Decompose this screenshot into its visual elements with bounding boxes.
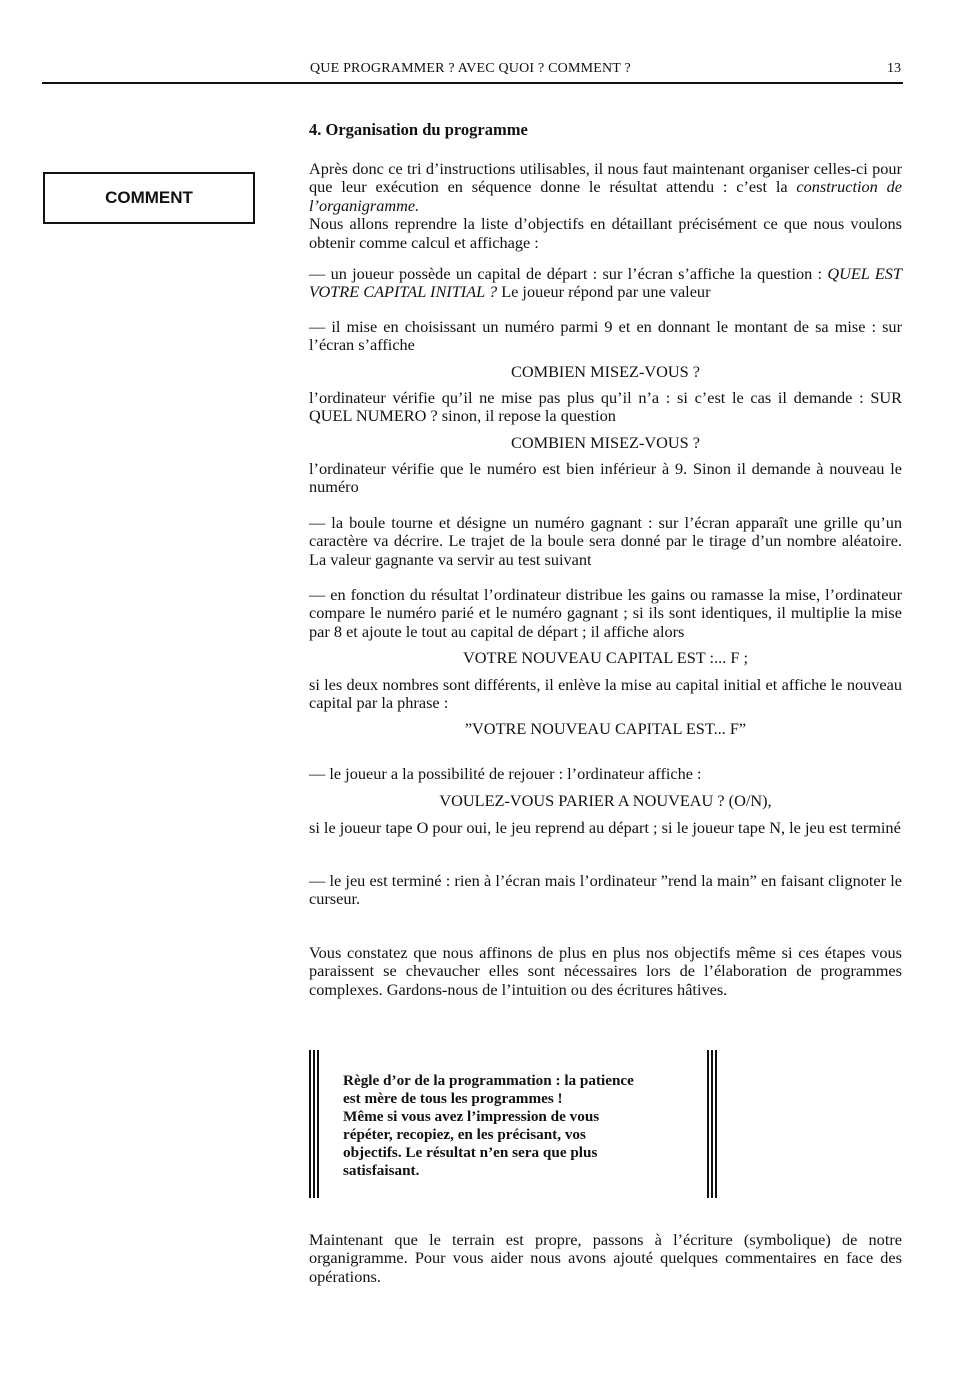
rejouer-prompt: VOULEZ-VOUS PARIER A NOUVEAU ? (O/N), <box>439 791 772 810</box>
intro-block <box>309 160 902 252</box>
item-rejouer <box>309 765 902 783</box>
fin-paragraph: — le jeu est terminé : rien à l’écran mais l’ordinateur ”rend la main” en faisant clignoter le curseur. <box>309 871 902 909</box>
page-number: 13 <box>887 61 901 76</box>
nouveau-capital-2-block <box>309 720 902 738</box>
rule-line: Même si vous avez l’impression de vous <box>343 1108 600 1125</box>
header-title: QUE PROGRAMMER ? AVEC QUOI ? COMMENT ? <box>310 61 631 76</box>
nouveau-capital-block <box>309 649 902 667</box>
boule-paragraph: — la boule tourne et désigne un numéro gagnant : sur l’écran apparaît une grille qu’un caractère va décrire. Le trajet de la boule sera donné par le tirage d’un nombre aléatoire. La valeur gagnante va servir au test suivant <box>309 513 902 569</box>
item-mise <box>309 318 902 355</box>
reponse-block <box>309 819 902 837</box>
intro-paragraph-2: Nous allons reprendre la liste d’objectifs en détaillant précisément ce que nous voulons obtenir comme calcul et affichage : <box>309 214 902 252</box>
differents-block <box>309 676 902 713</box>
check-mise-paragraph: l’ordinateur vérifie qu’il ne mise pas plus qu’il n’a : si c’est le cas il demande : SUR QUEL NUMERO ? sinon, il repose la question <box>309 388 902 426</box>
rule-box-left-bars <box>309 1050 319 1198</box>
differents-paragraph: si les deux nombres sont différents, il enlève la mise au capital initial et affiche le nouveau capital par la phrase : <box>309 675 902 713</box>
rejouer-paragraph: — le joueur a la possibilité de rejouer : l’ordinateur affiche : <box>309 764 702 783</box>
mise-prompt-2: COMBIEN MISEZ-VOUS ? <box>510 433 701 452</box>
item-capital <box>309 265 902 302</box>
margin-label: COMMENT <box>105 188 193 207</box>
conclusion-paragraph: Vous constatez que nous affinons de plus en plus nos objectifs même si ces étapes vous paraissent se chevaucher elles sont nécessaires lors de l’élaboration de programmes complexes. Gardons-nous de l’intuition ou des écritures hâtives. <box>309 943 902 999</box>
closing-block <box>309 1231 902 1286</box>
item-boule <box>309 514 902 569</box>
running-header <box>42 58 903 84</box>
golden-rule-text <box>343 1072 693 1180</box>
item-fin <box>309 872 902 909</box>
rule-line: satisfaisant. <box>343 1162 420 1179</box>
nouveau-capital-phrase: ”VOTRE NOUVEAU CAPITAL EST... F” <box>464 719 747 738</box>
mise-prompt: COMBIEN MISEZ-VOUS ? <box>510 362 701 381</box>
mise-prompt-2-block <box>309 434 902 452</box>
golden-rule-box <box>309 1050 719 1198</box>
item-gains <box>309 586 902 641</box>
mise-paragraph: — il mise en choisissant un numéro parmi 9 et en donnant le montant de sa mise : sur l’écran s’affiche <box>309 317 902 355</box>
reponse-paragraph: si le joueur tape O pour oui, le jeu reprend au départ ; si le joueur tape N, le jeu est terminé <box>309 818 901 837</box>
intro-italic: construction de l’organigramme. <box>309 177 902 215</box>
capital-question: QUEL EST VOTRE CAPITAL INITIAL ? <box>309 264 902 302</box>
rule-line: Règle d’or de la programmation : la patience <box>343 1072 634 1089</box>
capital-text: — un joueur possède un capital de départ : sur l’écran s’affiche la question : <box>309 264 823 283</box>
check-numero-block <box>309 460 902 497</box>
capital-tail: Le joueur répond par une valeur <box>497 282 711 302</box>
check-numero-paragraph: l’ordinateur vérifie que le numéro est bien inférieur à 9. Sinon il demande à nouveau le numéro <box>309 459 902 497</box>
rule-line: est mère de tous les programmes ! <box>343 1090 563 1107</box>
conclusion-block <box>309 944 902 999</box>
rejouer-prompt-block <box>309 792 902 810</box>
rule-line: répéter, recopiez, en les précisant, vos <box>343 1126 586 1143</box>
section-title: 4. Organisation du programme <box>309 120 528 139</box>
check-mise-block <box>309 389 902 426</box>
mise-prompt-block <box>309 363 902 381</box>
closing-paragraph: Maintenant que le terrain est propre, passons à l’écriture (symbolique) de notre organigramme. Pour vous aider nous avons ajouté quelques commentaires en face des opérations. <box>309 1230 902 1286</box>
margin-label-box <box>43 172 255 224</box>
intro-paragraph <box>309 160 902 215</box>
rule-box-right-bars <box>707 1050 717 1198</box>
section-title-block <box>309 121 902 139</box>
gains-paragraph: — en fonction du résultat l’ordinateur distribue les gains ou ramasse la mise, l’ordinateur compare le numéro parié et le numéro gagnant ; si ils sont identiques, il multiplie la mise par 8 et ajoute le tout au capital de départ ; il affiche alors <box>309 585 902 641</box>
intro-text: Après donc ce tri d’instructions utilisables, il nous faut maintenant organiser celles-ci pour que leur exécution en séquence donne le résultat attendu : c’est la <box>309 159 902 197</box>
nouveau-capital-prompt: VOTRE NOUVEAU CAPITAL EST :... F ; <box>463 648 748 667</box>
capital-paragraph <box>309 265 902 302</box>
rule-line: objectifs. Le résultat n’en sera que plus <box>343 1144 598 1161</box>
